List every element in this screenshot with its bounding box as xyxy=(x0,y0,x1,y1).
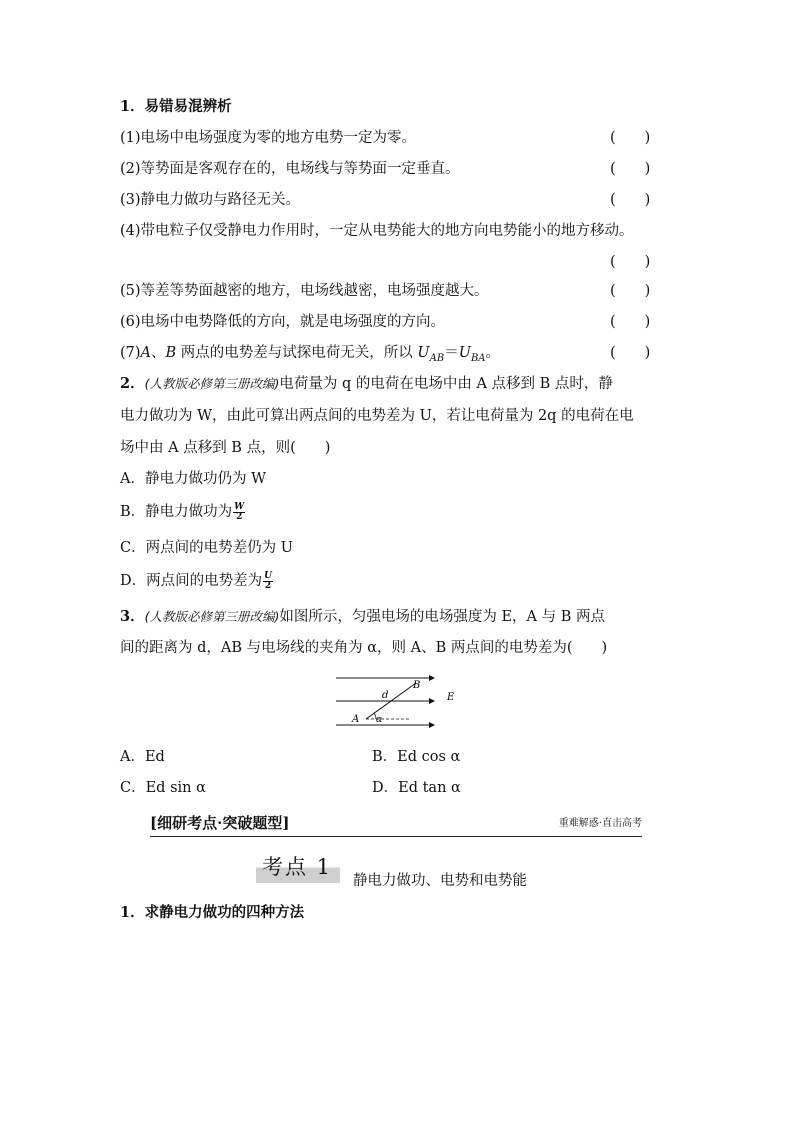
label-e: E xyxy=(447,692,455,703)
equals: ＝ xyxy=(444,345,459,361)
statement-2: (2)等势面是客观存在的，电场线与等势面一定垂直。 xyxy=(120,161,460,177)
question-3-text: 如图所示，匀强电场的电场强度为 E，A 与 B 两点 xyxy=(279,609,606,625)
point-b: B xyxy=(165,345,177,361)
answer-blank-6[interactable]: ( ) xyxy=(610,314,651,330)
answer-blank-3[interactable]: ( ) xyxy=(610,192,651,208)
fraction-u-over-2 xyxy=(263,572,273,591)
statement-1: (1)电场中电场强度为零的地方电势一定为零。 xyxy=(120,130,417,146)
answer-blank-2[interactable]: ( ) xyxy=(610,161,651,177)
answer-blank-5[interactable]: ( ) xyxy=(610,283,651,299)
statement-7-end: 。 xyxy=(485,345,501,361)
question-2-source: (人教版必修第三册改编) xyxy=(144,376,280,391)
question-2-text: 电荷量为 q 的电荷在电场中由 A 点移到 B 点时，静 xyxy=(279,376,613,392)
question-2-line-1 xyxy=(120,373,613,395)
fraction-numerator: W xyxy=(234,501,245,512)
section-banner xyxy=(150,812,642,837)
u-ba: U xyxy=(458,345,471,361)
banner-subtitle: 重难解惑·直击高考 xyxy=(558,818,642,829)
sep: 、 xyxy=(151,345,166,361)
question-3-option-d[interactable]: D．Ed tan α xyxy=(372,780,461,796)
u-ab-subscript: AB xyxy=(429,352,445,364)
statement-4: (4)带电粒子仅受静电力作用时，一定从电势能大的地方向电势能小的地方移动。 xyxy=(120,223,634,239)
statement-5: (5)等差等势面越密的地方，电场线越密，电场强度越大。 xyxy=(120,283,489,299)
fraction-denominator: 2 xyxy=(264,580,272,591)
option-d-text: D．两点间的电势差为 xyxy=(120,573,263,589)
answer-blank-7[interactable]: ( ) xyxy=(610,345,651,361)
label-a: A xyxy=(352,714,360,725)
statement-6: (6)电场中电势降低的方向，就是电场强度的方向。 xyxy=(120,314,446,330)
electric-field-figure xyxy=(330,668,470,734)
question-3-source: (人教版必修第三册改编) xyxy=(144,609,280,624)
fraction-numerator: U xyxy=(264,570,272,581)
question-3-number: 3． xyxy=(120,608,145,625)
question-2-option-d[interactable] xyxy=(120,570,273,592)
question-3-line-2: 间的距离为 d，AB 与电场线的夹角为 α，则 A、B 两点间的电势差为( ) xyxy=(120,640,608,656)
statement-7-body: 两点的电势差与试探电荷无关，所以 xyxy=(176,345,418,361)
question-3-option-b[interactable]: B．Ed cos α xyxy=(372,749,461,765)
fraction-w-over-2 xyxy=(233,503,245,522)
question-2-option-b[interactable] xyxy=(120,501,245,523)
answer-blank-4[interactable]: ( ) xyxy=(610,254,651,270)
question-3-option-a[interactable]: A．Ed xyxy=(120,749,165,765)
banner-title: [细研考点·突破题型] xyxy=(150,814,290,832)
method-heading: 1．求静电力做功的四种方法 xyxy=(120,904,305,921)
label-d: d xyxy=(382,690,389,701)
question-3-line-1 xyxy=(120,606,605,628)
point-a: A xyxy=(140,345,152,361)
question-2-line-3: 场中由 A 点移到 B 点，则( ) xyxy=(120,440,331,456)
question-2-option-a[interactable]: A．静电力做功仍为 W xyxy=(120,471,266,487)
statement-3: (3)静电力做功与路径无关。 xyxy=(120,192,301,208)
statement-7 xyxy=(120,342,500,370)
question-2-option-c[interactable]: C．两点间的电势差仍为 U xyxy=(120,540,293,556)
question-2-line-2: 电力做功为 W，由此可算出两点间的电势差为 U，若让电荷量为 2q 的电荷在电 xyxy=(120,408,634,424)
kaodian-label: 考点 1 xyxy=(262,855,333,879)
option-b-text: B．静电力做功为 xyxy=(120,504,233,520)
question-2-number: 2． xyxy=(120,375,145,392)
kaodian-title: 静电力做功、电势和电势能 xyxy=(353,873,527,889)
fraction-denominator: 2 xyxy=(236,511,243,522)
answer-blank-1[interactable]: ( ) xyxy=(610,130,651,146)
u-ab: U xyxy=(417,345,430,361)
u-ba-subscript: BA xyxy=(470,352,486,364)
question-3-option-c[interactable]: C．Ed sin α xyxy=(120,780,206,796)
statement-7-prefix: (7) xyxy=(120,345,141,361)
label-alpha: α xyxy=(376,715,383,725)
label-b: B xyxy=(413,680,421,691)
section-heading: 1．易错易混辨析 xyxy=(120,98,232,115)
